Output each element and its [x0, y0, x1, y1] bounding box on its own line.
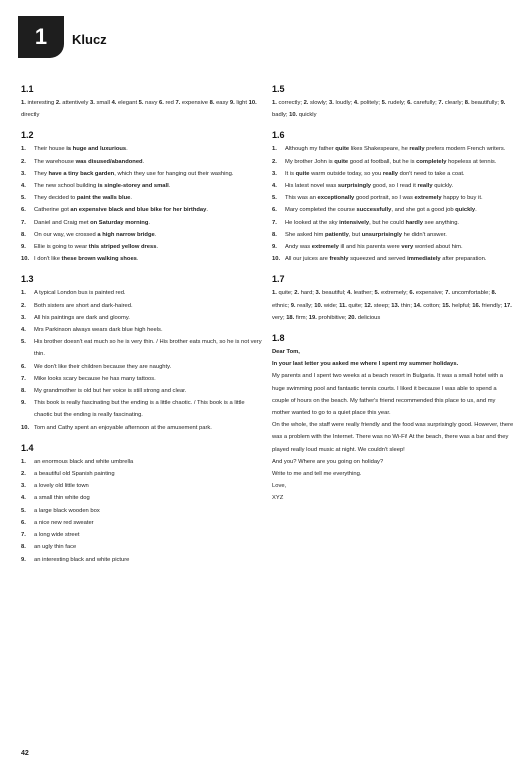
item-number: 8.	[21, 388, 26, 395]
answer-list	[272, 143, 514, 265]
answer-text: thin;	[399, 302, 414, 309]
item-number: 1.	[21, 100, 26, 106]
list-item	[21, 143, 263, 155]
list-item	[21, 241, 263, 253]
item-number: 6.	[409, 290, 415, 297]
section-heading: 1.2	[21, 130, 34, 141]
list-item	[272, 204, 514, 216]
inline-answers	[272, 97, 514, 121]
answer-list	[21, 456, 263, 566]
answer-text: slowly;	[308, 100, 330, 106]
item-number: 4.	[21, 183, 26, 190]
answer-highlight: really	[409, 146, 425, 153]
answer-highlight: have a tiny back garden	[48, 170, 115, 177]
item-number: 2.	[21, 158, 26, 165]
list-item	[272, 192, 514, 204]
answer-text: This was an	[285, 195, 318, 202]
answer-text: a beautiful old Spanish painting	[34, 471, 115, 478]
letter-body	[272, 370, 514, 504]
item-number: 14.	[413, 302, 422, 309]
item-number: 5.	[381, 100, 387, 106]
section-heading: 1.4	[21, 442, 34, 453]
list-item	[21, 253, 263, 265]
answer-text: .	[148, 219, 150, 226]
item-number: 4.	[347, 290, 352, 297]
answer-text: hard;	[299, 290, 316, 297]
answer-highlight: quite	[334, 158, 349, 165]
item-number: 6.	[158, 100, 164, 106]
list-item	[21, 192, 263, 204]
list-item	[21, 312, 263, 324]
answer-text: don't need to take a coat.	[398, 170, 465, 177]
item-number: 8.	[21, 231, 26, 238]
item-number: 9.	[21, 244, 26, 251]
right-column	[272, 84, 514, 514]
item-number: 9.	[290, 302, 296, 309]
item-number: 7.	[21, 375, 26, 382]
answer-highlight: this striped yellow dress	[88, 244, 157, 251]
answer-text: Mrs Parkinson always wears dark blue high heels.	[34, 327, 163, 334]
letter-paragraph: XYZ	[272, 495, 284, 502]
letter-greeting: Dear Tom,	[272, 349, 300, 356]
item-number: 3.	[272, 170, 277, 177]
answer-highlight: very	[401, 244, 414, 251]
section-heading: 1.1	[21, 84, 34, 94]
answer-text: Their house	[34, 146, 67, 153]
answer-text: .	[156, 244, 159, 251]
section-heading: 1.3	[21, 274, 34, 285]
answer-text: really;	[295, 302, 315, 309]
answer-text: attentively	[60, 100, 90, 106]
answer-text: clearly;	[443, 100, 465, 106]
list-item	[21, 385, 263, 397]
answer-highlight: exceptionally	[317, 195, 355, 202]
item-number: 7.	[175, 100, 181, 106]
answer-highlight: paint the walls blue	[76, 195, 131, 202]
answer-text: correctly;	[276, 100, 304, 106]
answer-text: .	[475, 207, 477, 214]
answer-highlight: quite	[335, 146, 350, 153]
list-item	[21, 468, 263, 480]
list-item	[21, 505, 263, 517]
answer-text: good, so I read it	[371, 183, 418, 190]
answer-text: directly	[21, 112, 40, 119]
item-number: 1.	[272, 290, 277, 297]
item-number: 13.	[391, 302, 400, 309]
list-item	[21, 168, 263, 180]
answer-text: navy	[143, 100, 159, 106]
answer-text: quickly	[297, 112, 317, 119]
list-item	[272, 229, 514, 241]
answer-text: expensive;	[414, 290, 446, 297]
answer-text: a nice new red sweater	[34, 519, 94, 526]
answer-text: .	[126, 146, 128, 153]
section-1-7	[272, 274, 514, 324]
answer-text: beautifully;	[469, 100, 501, 106]
list-item	[21, 229, 263, 241]
answer-text: I don't like	[34, 256, 62, 263]
item-number: 4.	[21, 495, 26, 502]
answer-text: Tom and Cathy spent an enjoyable afternoon at the amusement park.	[34, 424, 212, 431]
answer-text: We don't like their children because they are naughty.	[34, 363, 172, 370]
item-number: 8.	[21, 544, 26, 551]
list-item	[21, 336, 263, 360]
answer-highlight: really	[382, 170, 399, 177]
page-title: Klucz	[72, 32, 107, 47]
answer-text: Mary completed the course	[285, 207, 357, 214]
answer-highlight: surprisingly	[337, 183, 372, 190]
item-number: 2.	[294, 290, 300, 297]
answer-highlight: was disused/abandoned	[75, 158, 143, 165]
answer-text: extremely;	[379, 290, 410, 297]
letter-paragraph: Write to me and tell me everything.	[272, 471, 362, 478]
letter-paragraph: And you? Where are you going on holiday?	[272, 458, 384, 465]
list-item	[21, 217, 263, 229]
answer-text: easy	[214, 100, 230, 106]
item-number: 6.	[407, 100, 412, 106]
answer-text: a small thin white dog	[34, 495, 90, 502]
item-number: 4.	[353, 100, 359, 106]
answer-text: prefers modern French writers.	[424, 146, 506, 153]
answer-text: My brother John is	[285, 158, 335, 165]
answer-text: good portrait, so I was	[354, 195, 415, 202]
answer-list	[21, 287, 263, 433]
answer-highlight: extremely	[311, 244, 339, 251]
inline-answers	[21, 97, 263, 121]
item-number: 5.	[374, 290, 380, 297]
list-item	[21, 287, 263, 299]
answer-text: squeezed and served	[348, 256, 408, 263]
answer-text: Mike looks scary because he has many tattoos.	[34, 375, 156, 382]
list-item	[272, 156, 514, 168]
answer-text: .	[130, 195, 132, 202]
item-number: 7.	[21, 532, 26, 539]
answer-text: steep;	[372, 302, 392, 309]
list-item	[21, 541, 263, 553]
answer-text: he didn't answer.	[401, 231, 447, 238]
answer-text: ethnic;	[272, 302, 291, 309]
item-number: 5.	[21, 339, 26, 346]
item-number: 1.	[272, 146, 277, 153]
answer-text: ill and his parents were	[338, 244, 402, 251]
answer-text: Andy was	[285, 244, 312, 251]
item-number: 5.	[21, 195, 26, 202]
answer-highlight: quickly	[455, 207, 476, 214]
list-item	[21, 324, 263, 336]
letter-opening: In your last letter you asked me where I spent my summer holidays.	[272, 361, 459, 368]
item-number: 15.	[442, 302, 451, 309]
item-number: 9.	[272, 244, 277, 251]
answer-text: cotton;	[421, 302, 443, 309]
chapter-tab	[18, 16, 64, 58]
section-heading: 1.5	[272, 84, 285, 94]
item-number: 10.	[248, 100, 257, 106]
item-number: 9.	[21, 400, 26, 407]
answer-text: badly;	[272, 112, 290, 119]
answer-text: expensive	[180, 100, 210, 106]
answer-text: helpful;	[450, 302, 473, 309]
list-item	[21, 492, 263, 504]
answer-text: This book is really fascinating but the ending is a little chaotic. / This book is a little chaotic but the ending is really fascinating.	[34, 400, 245, 419]
list-item	[21, 529, 263, 541]
item-number: 5.	[272, 195, 277, 202]
answer-text: , but	[348, 231, 362, 238]
section-1-4	[21, 443, 263, 566]
answer-text: hopeless at tennis.	[446, 158, 497, 165]
section-heading: 1.7	[272, 274, 285, 285]
answer-highlight: immediately	[407, 256, 441, 263]
answer-text: The new school building	[34, 183, 98, 190]
answer-text: carefully;	[411, 100, 439, 106]
item-number: 2.	[55, 100, 61, 106]
answer-highlight: successfully	[356, 207, 392, 214]
answer-text: delicious	[356, 314, 381, 321]
answer-text: wide;	[322, 302, 340, 309]
answer-text: interesting	[25, 100, 56, 106]
answer-text: , and she got a good job	[391, 207, 456, 214]
item-number: 6.	[21, 519, 26, 526]
answer-text: uncomfortable;	[449, 290, 492, 297]
list-item	[21, 456, 263, 468]
list-item	[21, 204, 263, 216]
item-number: 2.	[303, 100, 309, 106]
list-item	[21, 373, 263, 385]
answer-text: Ellie is going to wear	[34, 244, 89, 251]
item-number: 2.	[21, 302, 26, 309]
answer-highlight: extremely	[414, 195, 442, 202]
answer-text: an enormous black and white umbrella	[34, 458, 134, 465]
section-1-5	[272, 84, 514, 121]
list-item	[21, 300, 263, 312]
answer-text: very;	[272, 314, 287, 321]
list-item	[21, 180, 263, 192]
item-number: 9.	[229, 100, 235, 106]
answer-text: They decided to	[34, 195, 77, 202]
answer-text: .	[136, 256, 139, 263]
section-1-3	[21, 274, 263, 433]
left-column	[21, 84, 263, 575]
list-item	[272, 180, 514, 192]
item-number: 3.	[21, 170, 26, 177]
item-number: 2.	[272, 158, 277, 165]
answer-text: an interesting black and white picture	[34, 556, 130, 563]
item-number: 10.	[289, 112, 298, 119]
section-1-1	[21, 84, 263, 121]
answer-text: elegant	[116, 100, 139, 106]
item-number: 1.	[21, 458, 26, 465]
answer-text: leather;	[351, 290, 375, 297]
answer-text: She asked him	[285, 231, 325, 238]
item-number: 6.	[272, 207, 277, 214]
answer-highlight: these brown walking shoes	[61, 256, 137, 263]
answer-highlight: quite	[295, 170, 310, 177]
answer-highlight: patiently	[324, 231, 349, 238]
item-number: 17.	[503, 302, 512, 309]
item-number: 2.	[21, 471, 26, 478]
section-heading: 1.8	[272, 333, 285, 344]
answer-text: His latest novel was	[285, 183, 338, 190]
answer-text: Catherine got	[34, 207, 71, 214]
answer-list	[21, 143, 263, 265]
item-number: 6.	[21, 207, 26, 214]
item-number: 7.	[272, 219, 277, 226]
answer-text: On our way, we crossed	[34, 231, 98, 238]
answer-highlight: freshly	[329, 256, 349, 263]
answer-text: My grandmother is old but her voice is still strong and clear.	[34, 388, 187, 395]
item-number: 9.	[500, 100, 506, 106]
item-number: 16.	[472, 302, 481, 309]
letter-paragraph: My parents and I spent two weeks at a beach resort in Bulgaria. It was a small hotel with a huge swimming pool and fantastic tennis courts. I liked it because I was able to spend a couple of hours on the beach. My father's friend recommended this place to us, and my mother wanted to go to a quiet place this year.	[272, 373, 504, 417]
answer-text: an ugly thin face	[34, 544, 77, 551]
item-number: 5.	[138, 100, 144, 106]
answer-text: a lovely old little town	[34, 483, 89, 490]
item-number: 8.	[464, 100, 470, 106]
list-item	[21, 361, 263, 373]
answer-text: good at football, but he is	[348, 158, 417, 165]
answer-text: Although my father	[285, 146, 336, 153]
answer-text: prohibitive;	[316, 314, 349, 321]
chapter-number: 1	[34, 24, 48, 49]
item-number: 3.	[21, 483, 26, 490]
answer-text: a large black wooden box	[34, 507, 100, 514]
item-number: 10.	[272, 256, 281, 263]
answer-text: loudly;	[333, 100, 354, 106]
answer-highlight: really	[417, 183, 433, 190]
list-item	[272, 241, 514, 253]
inline-answers	[272, 287, 514, 324]
answer-text: His brother doesn't eat much so he is very thin. / His brother eats much, so he is not very thin.	[34, 339, 262, 358]
item-number: 7.	[445, 290, 450, 297]
answer-highlight: unsurprisingly	[361, 231, 402, 238]
answer-text: politely;	[358, 100, 382, 106]
answer-text: firm;	[294, 314, 309, 321]
answer-text: The warehouse	[34, 158, 76, 165]
answer-text: All our juices are	[285, 256, 330, 263]
answer-text: It is	[285, 170, 296, 177]
item-number: 11.	[339, 302, 347, 309]
answer-text: .	[142, 158, 145, 165]
answer-highlight: on Saturday morning	[90, 219, 149, 226]
item-number: 12.	[364, 302, 373, 309]
list-item	[21, 397, 263, 421]
answer-text: light	[234, 100, 249, 106]
item-number: 1.	[272, 100, 277, 106]
item-number: 1.	[21, 146, 26, 153]
item-number: 9.	[21, 556, 26, 563]
list-item	[21, 422, 263, 434]
answer-text: He looked at the sky	[285, 219, 340, 226]
answer-highlight: completely	[416, 158, 447, 165]
answer-text: .	[154, 231, 157, 238]
item-number: 4.	[21, 327, 26, 334]
answer-text: after preparation.	[440, 256, 487, 263]
item-number: 20.	[348, 314, 357, 321]
section-1-6	[272, 130, 514, 265]
item-number: 1.	[21, 290, 26, 297]
answer-highlight: is huge and luxurious	[66, 146, 127, 153]
answer-text: red	[163, 100, 176, 106]
item-number: 8.	[209, 100, 215, 106]
answer-text: see anything.	[422, 219, 460, 226]
section-1-2	[21, 130, 263, 265]
item-number: 8.	[491, 290, 497, 297]
answer-text: worried about him.	[413, 244, 463, 251]
item-number: 10.	[314, 302, 323, 309]
item-number: 4.	[272, 183, 277, 190]
answer-text: likes Shakespeare, he	[349, 146, 410, 153]
answer-text: A typical London bus is painted red.	[34, 290, 126, 297]
answer-text: quite;	[276, 290, 295, 297]
item-number: 3.	[329, 100, 334, 106]
answer-text: a long wide street	[34, 532, 80, 539]
answer-text: Daniel and Craig met	[34, 219, 91, 226]
letter-paragraph: On the whole, the staff were really friendly and the food was surprisingly good. However, there was a problem with the Internet. There was no Wi-Fi! At the beach, there was a bar and they played really loud music at night. We couldn't sleep!	[272, 422, 514, 453]
section-1-8	[272, 333, 514, 505]
list-item	[272, 217, 514, 229]
answer-text: small	[94, 100, 112, 106]
answer-text: quickly.	[432, 183, 454, 190]
item-number: 8.	[272, 231, 277, 238]
answer-highlight: intensively	[339, 219, 370, 226]
item-number: 19.	[308, 314, 317, 321]
letter-paragraph: Love,	[272, 483, 287, 490]
page-number: 42	[21, 750, 29, 757]
answer-text: , but he could	[369, 219, 406, 226]
item-number: 3.	[89, 100, 95, 106]
answer-highlight: hardly	[405, 219, 423, 226]
answer-text: , which they use for hanging out their washing.	[114, 170, 234, 177]
item-number: 3.	[21, 314, 26, 321]
answer-highlight: is single-storey and small	[97, 183, 169, 190]
item-number: 10.	[21, 424, 30, 431]
item-number: 10.	[21, 256, 30, 263]
answer-text: beautiful;	[320, 290, 348, 297]
answer-text: rudely;	[386, 100, 408, 106]
list-item	[272, 253, 514, 265]
answer-text: .	[168, 183, 171, 190]
list-item	[21, 554, 263, 566]
item-number: 7.	[21, 219, 26, 226]
list-item	[272, 143, 514, 155]
answer-text: Both sisters are short and dark-haired.	[34, 302, 133, 309]
answer-text: quite;	[346, 302, 365, 309]
item-number: 6.	[21, 363, 26, 370]
answer-text: friendly;	[480, 302, 504, 309]
item-number: 7.	[438, 100, 444, 106]
section-heading: 1.6	[272, 130, 285, 141]
item-number: 3.	[315, 290, 321, 297]
answer-text: happy to buy it.	[441, 195, 483, 202]
answer-text: .	[206, 207, 208, 214]
answer-text: warm outside today, so you	[309, 170, 383, 177]
list-item	[21, 156, 263, 168]
answer-highlight: a high narrow bridge	[97, 231, 155, 238]
answer-text: They	[34, 170, 49, 177]
answer-text: All his paintings are dark and gloomy.	[34, 314, 130, 321]
list-item	[21, 480, 263, 492]
answer-highlight: an expensive black and blue bike for her birthday	[70, 207, 207, 214]
list-item	[21, 517, 263, 529]
item-number: 5.	[21, 507, 26, 514]
item-number: 18.	[286, 314, 295, 321]
item-number: 4.	[111, 100, 117, 106]
list-item	[272, 168, 514, 180]
